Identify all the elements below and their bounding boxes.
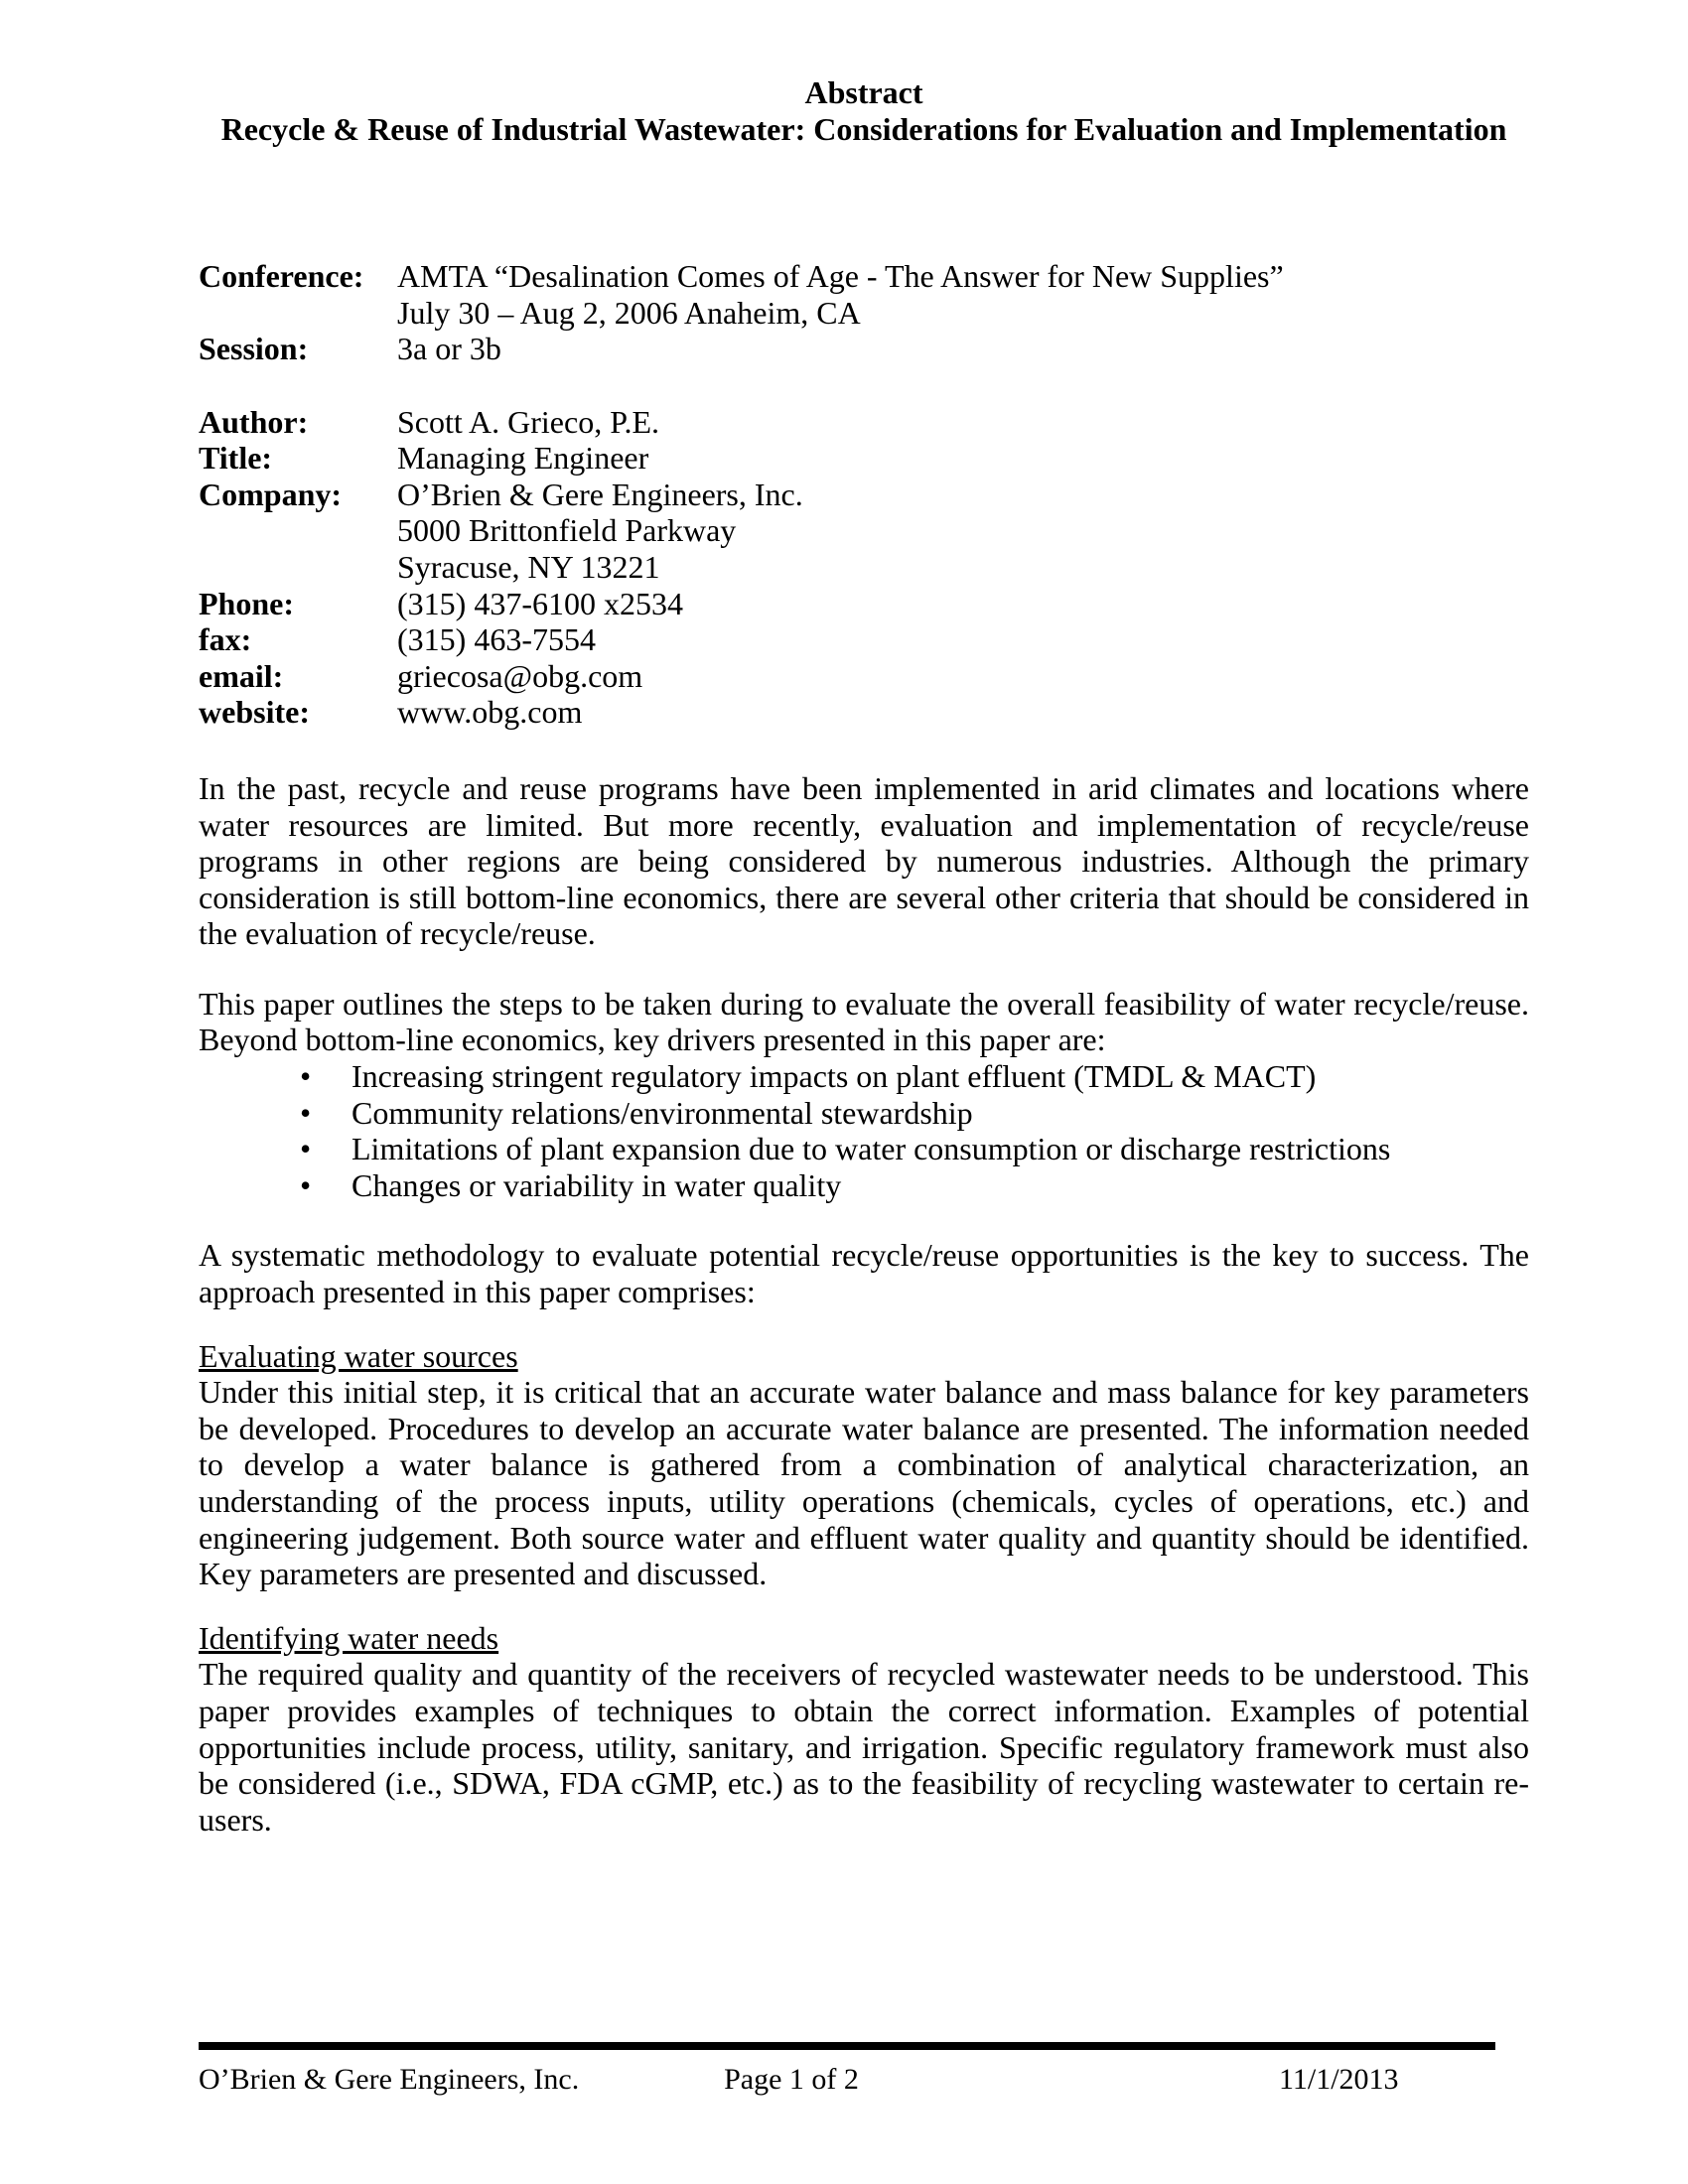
footer-text-row <box>199 2062 1495 2100</box>
abstract-heading: Abstract <box>804 74 923 110</box>
info-label: Session: <box>199 331 309 367</box>
info-row-author <box>199 404 1529 441</box>
info-value: (315) 437-6100 x2534 <box>397 585 683 621</box>
info-label <box>199 549 397 586</box>
section-body: The required quality and quantity of the receivers of recycled wastewater needs to be understood. This paper provides examples of techniques to obtain the correct information. Examples of potential opportunities include process, utility, sanitary, and irrigation. Specific regulatory framework must also be considered (i.e., SDWA, FDA cGMP, etc.) as to the feasibility of recycling wastewater to certain re-users. <box>199 1656 1529 1838</box>
paragraph-methodology: A systematic methodology to evaluate potential recycle/reuse opportunities is the key to success. The approach presented in this paper comprises: <box>199 1237 1529 1310</box>
info-label <box>199 295 397 332</box>
info-label <box>199 367 397 404</box>
list-item-limitations: • Limitations of plant expansion due to water consumption or discharge restrictions <box>352 1131 1529 1167</box>
info-value: (315) 463-7554 <box>397 621 596 658</box>
info-value: www.obg.com <box>397 694 583 731</box>
info-row-website <box>199 694 1529 731</box>
list-item-community: • Community relations/environmental stewardship <box>352 1095 1529 1132</box>
info-label <box>199 512 397 549</box>
info-row-title <box>199 440 1529 477</box>
section-body: Under this initial step, it is critical that an accurate water balance and mass balance for key parameters be developed. Procedures to develop an accurate water balance are presented. The information needed to develop a water balance is gathered from a combination of analytical characterization, an understanding of the process inputs, utility operations (chemicals, cycles of operations, etc.) and engineering judgement. Both source water and effluent water quality and quantity should be identified. Key parameters are presented and discussed. <box>199 1374 1529 1592</box>
info-row-conference <box>199 258 1529 295</box>
section-identifying-water-needs <box>199 1620 1529 1839</box>
info-row-address-city <box>199 549 1529 586</box>
info-row-fax <box>199 621 1529 658</box>
info-row-conference-dates <box>199 295 1529 332</box>
info-label: Author: <box>199 403 309 440</box>
page-footer <box>199 2042 1495 2100</box>
info-value: Syracuse, NY 13221 <box>397 548 660 585</box>
info-label: Title: <box>199 440 273 477</box>
document-content <box>199 0 1529 1838</box>
info-value: O’Brien & Gere Engineers, Inc. <box>397 476 803 512</box>
paper-title: Recycle & Reuse of Industrial Wastewater: Considerations for Evaluation and Implementation <box>220 110 1507 147</box>
info-block <box>199 258 1529 731</box>
info-label: website: <box>199 694 310 731</box>
section-evaluating-water-sources <box>199 1338 1529 1592</box>
info-row-session <box>199 331 1529 367</box>
footer-page-number: Page 1 of 2 <box>724 2063 859 2096</box>
info-label: Phone: <box>199 585 294 621</box>
info-row-phone <box>199 586 1529 622</box>
list-item-changes: • Changes or variability in water quality <box>352 1167 1529 1204</box>
paragraph-intro: In the past, recycle and reuse programs have been implemented in arid climates and locations where water resources are limited. But more recently, evaluation and implementation of recycle/reuse programs in other regions are being considered by numerous industries. Although the primary consideration is still bottom-line economics, there are several other criteria that should be considered in the evaluation of recycle/reuse. <box>199 769 1529 952</box>
info-row-company <box>199 477 1529 513</box>
info-value: July 30 – Aug 2, 2006 Anaheim, CA <box>397 294 861 331</box>
info-value: griecosa@obg.com <box>397 657 643 694</box>
info-value: AMTA “Desalination Comes of Age - The Answer for New Supplies” <box>397 258 1284 295</box>
footer-date: 11/1/2013 <box>1279 2063 1399 2096</box>
info-label: fax: <box>199 621 252 658</box>
list-item-regulatory: • Increasing stringent regulatory impacts on plant effluent (TMDL & MACT) <box>352 1058 1529 1095</box>
info-row-email <box>199 658 1529 695</box>
key-drivers-list <box>199 1058 1529 1203</box>
section-heading: Evaluating water sources <box>199 1337 518 1374</box>
title-block <box>199 74 1529 147</box>
footer-divider <box>199 2042 1495 2050</box>
info-value: Managing Engineer <box>397 440 649 477</box>
info-value: 3a or 3b <box>397 331 501 367</box>
info-row-address-street <box>199 512 1529 549</box>
info-value <box>397 367 1529 404</box>
info-value: Scott A. Grieco, P.E. <box>397 403 659 440</box>
info-value: 5000 Brittonfield Parkway <box>397 512 737 549</box>
info-label: email: <box>199 657 284 694</box>
paragraph-key-drivers: This paper outlines the steps to be taken during to evaluate the overall feasibility of water recycle/reuse. Beyond bottom-line economics, key drivers presented in this paper are: <box>199 985 1529 1058</box>
info-label: Conference: <box>199 258 364 295</box>
info-label: Company: <box>199 476 343 512</box>
footer-company: O’Brien & Gere Engineers, Inc. <box>199 2063 580 2096</box>
info-row-spacer <box>199 367 1529 404</box>
section-heading: Identifying water needs <box>199 1619 499 1656</box>
